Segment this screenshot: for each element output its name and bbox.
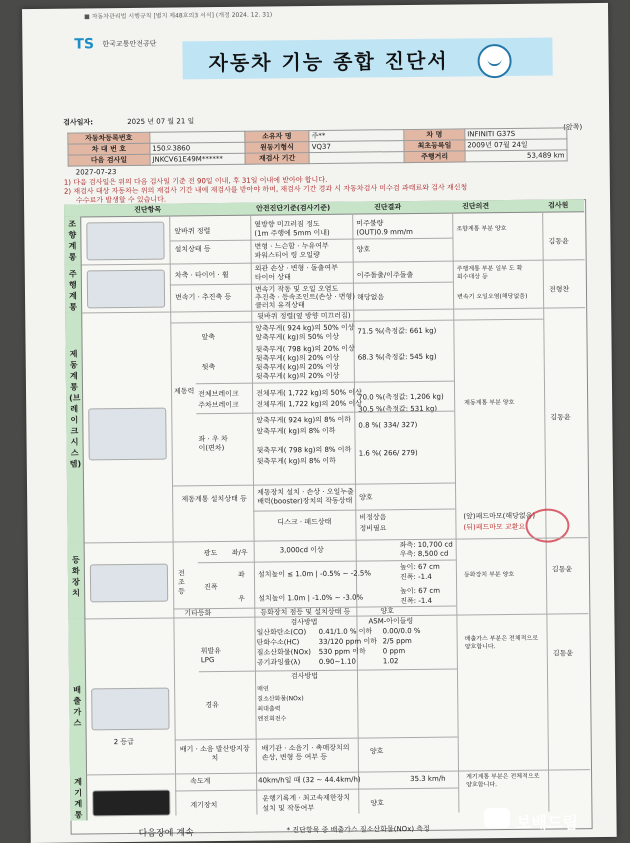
section-emission: 배출가스	[73, 685, 82, 728]
fuel-label: 휘발유 LPG	[200, 647, 222, 665]
vehicle-no-label: 차 대 번 호	[68, 143, 150, 155]
form-header-note: ■ 자동차관리법 시행규칙 [별지 제48호의3 서식] (개정 2024. 12. 31)	[84, 11, 273, 21]
emission-image	[91, 688, 169, 731]
parking-brake-result: 30.5 %(측정값: 531 kg)	[358, 404, 438, 414]
air-criteria: 0.90~1.10	[318, 657, 356, 666]
ts-logo: TS	[74, 36, 95, 53]
brake-r4: 뒷축무게( kg)의 20% 이상	[255, 371, 340, 381]
front-axle-label: 앞축	[201, 333, 216, 342]
nox-criteria: 530 ppm 이하	[318, 647, 366, 656]
vehicle-info-table	[67, 127, 567, 166]
disc-opinion-2: (뒤)패드마모 교환요	[463, 522, 526, 532]
co-result: 0.00/0.0 %	[382, 626, 421, 636]
gauge-label: 계기장치	[190, 801, 218, 810]
trans-opinion: 변속기 오일오염(해당없음)	[457, 292, 528, 301]
note-3: 수수료가 발생할 수 있습니다.	[75, 195, 167, 205]
header-item: 진단항목	[134, 205, 162, 214]
rpm-label: 엔진회전수	[257, 715, 287, 723]
continue-note: 다음장에 계속	[138, 828, 194, 839]
total-brake-criteria: 전체무게( 1,722 kg)의 50% 이상	[256, 388, 362, 398]
parking-brake-criteria: 전체무게( 1,722 kg)의 20% 이상	[256, 399, 363, 409]
trans-criteria-3: 클러치 유격상태	[255, 301, 305, 310]
header-inspector: 검사원	[548, 201, 569, 210]
brake-r2: 뒷축무게( kg)의 20% 이상	[255, 353, 340, 363]
lux-label: 광도	[203, 549, 218, 558]
lux-criteria: 3,000cd 이상	[279, 545, 324, 555]
axle-opinion-2: 회수대상 등	[456, 273, 488, 281]
emission-opinion-2: 양호합니다.	[464, 643, 496, 651]
toe-result-2: (OUT)0.9 mm/m	[356, 227, 413, 237]
headlamp-label: 전조등	[177, 569, 185, 596]
co-criteria: 0.41/1.0 % 이하	[318, 627, 373, 636]
toe-opinion: 조향계통 부분 양호	[456, 225, 507, 233]
aim-result-1: 높이: 67 cm	[399, 562, 440, 572]
toe-label: 앞바퀴 정렬	[174, 227, 211, 236]
mascot-icon	[477, 44, 511, 78]
exhaust-label: 배기 · 소음 발산방지장치	[179, 744, 250, 763]
brake-image	[88, 408, 167, 461]
header-criteria: 안전진단기준(검사기준)	[256, 203, 331, 213]
emission-inspector: 김동윤	[552, 649, 574, 658]
lighting-inspector: 김동윤	[551, 565, 573, 574]
trans-criteria-1: 변속기 작동 및 오일 오염도	[254, 284, 339, 294]
install-criteria-1: 변형 · 느슨함 · 누유여부	[254, 241, 329, 251]
aim-criteria-left: 설치높이 ≤ 1.0m | -0.5% ~ -2.5%	[257, 569, 372, 579]
balance-b4: 뒷축무게( kg)의 8% 이하	[256, 456, 336, 466]
gauge-image	[92, 790, 170, 817]
exhaust-criteria-1: 배기관 · 소음기 · 촉매장치의	[261, 743, 350, 753]
trans-label: 변속기 · 추진축 등	[175, 292, 232, 302]
aim-result-4: 진폭: -1.4	[400, 596, 433, 606]
section-driving: 주행계통	[68, 269, 78, 312]
gauge-criteria-2: 설치 및 작동여부	[262, 804, 315, 813]
aim-result-2: 진폭: -1.4	[399, 572, 432, 582]
gauge-result: 양호	[370, 799, 384, 808]
brake-r-result: 68.3 %(측정값: 545 kg)	[357, 352, 437, 362]
axle-criteria-1: 외관 손상 · 변형 · 돌출여부	[254, 263, 338, 273]
lighting-opinion: 등화장치 부분 양호	[463, 570, 515, 579]
brake-inspector: 김동윤	[550, 413, 571, 422]
inspection-paper	[22, 3, 617, 843]
engine-label: 원동기형식	[245, 142, 310, 154]
speed-criteria: 40km/h일 때 (32 ~ 44.4km/h)	[258, 775, 361, 785]
brake-f2: 앞축무게( kg)의 50% 이상	[255, 332, 340, 342]
booster-result: 양호	[359, 493, 373, 502]
aim-label: 진폭	[204, 583, 218, 592]
owner-value: 주**	[309, 130, 404, 142]
section-lighting: 등화장치	[71, 555, 81, 598]
brake-force-label: 제동력	[173, 387, 195, 396]
hc-criteria: 33/120 ppm 이하	[318, 637, 378, 646]
engine-value: VQ37	[309, 141, 404, 153]
booster-criteria-2: 배력(booster)장치의 작동상태	[257, 496, 353, 506]
balance-b2: 앞축무게( kg)의 8% 이하	[256, 426, 336, 436]
mileage-value: 53,489	[526, 151, 552, 160]
nox-label: 질소산화물(NOx)	[256, 648, 311, 657]
brake-opinion: 제동계통 부분 양호	[464, 398, 515, 407]
max-power-label: 최대출력	[257, 705, 281, 713]
balance-b1: 앞축무게( 924 kg)의 8% 이하	[256, 415, 352, 425]
brake-f-result: 71.5 %(측정값: 661 kg)	[357, 326, 437, 336]
axle-opinion-1: 주행계통 부분 일부 도 확	[456, 264, 523, 273]
co-label: 일산화탄소(CO)	[256, 628, 307, 637]
axle-result: 이주돌출/이주돌출	[356, 270, 414, 280]
inspection-date-label: 검사일자:	[63, 118, 94, 127]
air-label: 공기과잉률(λ)	[256, 658, 301, 667]
air-result: 1.02	[382, 657, 399, 666]
section-brake: 제동계통(브레이크시스템)	[69, 349, 82, 469]
note-1: 1) 다음 검사일은 위의 다음 검사일 기준 전 90일 이내, 후 31일 이내에 받아야 합니다.	[63, 175, 328, 187]
aim-result-3: 높이: 67 cm	[400, 586, 441, 596]
vin-value: JNKCV61E49M******	[150, 153, 245, 165]
reg-no-label: 자동차등록번호	[68, 132, 150, 144]
brake-f1: 앞축무게( 924 kg)의 50% 이상	[255, 323, 355, 333]
emission-method-label: 검사방법	[290, 618, 318, 627]
balance-b3-result: 1.6 %( 266/ 279)	[358, 448, 418, 458]
exhaust-result: 양호	[369, 747, 384, 756]
aim-criteria-right: 설치높이 1.0m | -1.0% ~ -3.0%	[258, 593, 364, 603]
toe-criteria-1: 옆방향 미끄러짐 정도	[254, 219, 320, 229]
emission-opinion-1: 배출가스 부분은 전체적으로	[464, 634, 539, 643]
page-ref: (앞쪽)	[563, 123, 583, 132]
inspection-date-value: 2025 년 07 월 21 일	[127, 117, 195, 126]
aim-left: 좌	[237, 570, 245, 579]
opacity-label: 매연	[257, 685, 269, 693]
header-result: 진단결과	[374, 203, 402, 212]
other-light-result: 양호	[380, 607, 394, 616]
toe-criteria-2: (1m 주행에 5mm 이내)	[254, 228, 330, 238]
model-value: INFINITI G37S	[465, 128, 567, 140]
speed-result: 35.3 km/h	[410, 774, 446, 784]
install-criteria-2: 파워스티어 링 오일량	[254, 250, 320, 260]
first-reg-value: 2009년 07월 24일	[465, 139, 567, 151]
booster-criteria-1: 제동장치 설치 · 손상 · 오일누출	[257, 487, 354, 497]
rear-axle-label: 뒷축	[201, 363, 216, 372]
lux-lr: 좌/우	[231, 548, 248, 557]
brake-r1: 뒷축무게( 798 kg)의 20% 이상	[255, 344, 355, 354]
other-light-criteria: 등화장치 점등 및 설치상태 등	[260, 607, 351, 617]
driving-image	[87, 270, 165, 309]
section-gauge: 계기계통	[74, 777, 83, 820]
document-title: 자동차 기능 종합 진단서	[208, 48, 449, 76]
trans-result: 해당없음	[357, 293, 385, 302]
steering-inspector: 김동윤	[548, 237, 569, 246]
vehicle-no-value: 150오3860	[150, 142, 245, 154]
gauge-opinion-2: 양호합니다.	[466, 781, 498, 789]
speed-label: 속도계	[190, 777, 211, 786]
steering-image	[86, 222, 164, 261]
header-opinion: 진단의견	[462, 202, 490, 211]
watermark-text: 보배드림	[516, 813, 578, 832]
first-reg-label: 최초등록일	[404, 140, 465, 152]
total-brake-label: 전체브레이크	[198, 389, 239, 399]
disc-result-2: 정비필요	[359, 524, 387, 533]
emission-grade: 2 등급	[113, 737, 134, 747]
booster-label: 제동계통 설치상태 등	[181, 494, 247, 504]
balance-b3: 뒷축무게( 798 kg)의 8% 이하	[256, 445, 352, 455]
balance-b1-result: 0.8 %( 334/ 327)	[358, 420, 418, 430]
diesel-label: 경유	[205, 701, 219, 710]
gauge-criteria-1: 운행기록계 · 최고속제한장치	[262, 793, 351, 803]
hc-label: 탄화수소(HC)	[256, 638, 300, 647]
section-steering: 조향계통	[68, 219, 77, 262]
org-name: 한국교통안전공단	[102, 39, 157, 49]
mileage-unit: km	[553, 151, 565, 160]
balance-label: 좌 · 우 차이(편차)	[198, 434, 228, 453]
lighting-image	[90, 564, 168, 603]
lux-result-2: 우측: 8,500 cd	[399, 549, 449, 559]
toe-result-1: 미주불량	[356, 219, 384, 228]
brake-title: 뒷바퀴 정렬(옆 방향 미끄러짐)	[257, 311, 351, 321]
total-brake-result: 70.0 %(측정값: 1,206 kg)	[358, 392, 444, 402]
parking-brake-label: 주차브레이크	[198, 400, 239, 410]
disc-opinion-1: (앞)패드마모(해당없음)	[463, 511, 536, 521]
reinspection-label: 재검사 기간	[245, 153, 310, 165]
driving-inspector: 전형찬	[548, 285, 570, 294]
disc-label: 디스크 · 패드상태	[277, 517, 332, 527]
disc-result-1: 비정상음	[359, 513, 387, 522]
install-label: 설치상태 등	[174, 245, 211, 254]
nox-result: 0 ppm	[382, 647, 406, 656]
next-inspection-value: 2027-07-23	[75, 168, 117, 177]
model-label: 차 명	[404, 129, 465, 141]
hc-result: 2/5 ppm	[382, 637, 412, 646]
next-inspection-label: 다음 검사일	[68, 154, 150, 166]
mileage-label: 주행거리	[404, 151, 465, 163]
other-light-label: 기타등화	[184, 609, 212, 618]
footer-note: * 진단항목 중 배출가스 질소산화물(NOx) 측정	[286, 824, 430, 835]
owner-label: 소유자 명	[245, 131, 310, 143]
watermark-logo-icon	[484, 808, 510, 828]
axle-criteria-2: 타이어 상태	[254, 273, 291, 282]
aim-right: 우	[238, 594, 246, 603]
emission-method-value: ASM-아이들링	[368, 617, 414, 626]
lux-result-1: 좌측: 10,700 cd	[399, 540, 453, 550]
nox2-label: 질소산화물(NOx)	[257, 695, 304, 703]
trans-criteria-2: 추진축 · 등속조인트(손상 · 변형)	[255, 292, 356, 302]
note-2: 2) 재검사 대상 자동차는 위의 재검사 기간 내에 재검사를 받아야 하며, 재검사 기간 경과 시 자동차검사 미수검 과태료와 검사 재신청	[63, 183, 468, 196]
install-result: 양호	[356, 245, 371, 254]
brake-r3: 뒷축무게( kg)의 20% 이상	[255, 362, 340, 372]
gauge-opinion-1: 계기계통 부분은 전체적으로	[466, 772, 540, 781]
exhaust-criteria-2: 손상, 변형 등 여부 등	[261, 752, 328, 762]
diesel-method-label: 검사방법	[290, 672, 319, 681]
axle-label: 차축 · 타이어 · 휠	[174, 270, 229, 280]
